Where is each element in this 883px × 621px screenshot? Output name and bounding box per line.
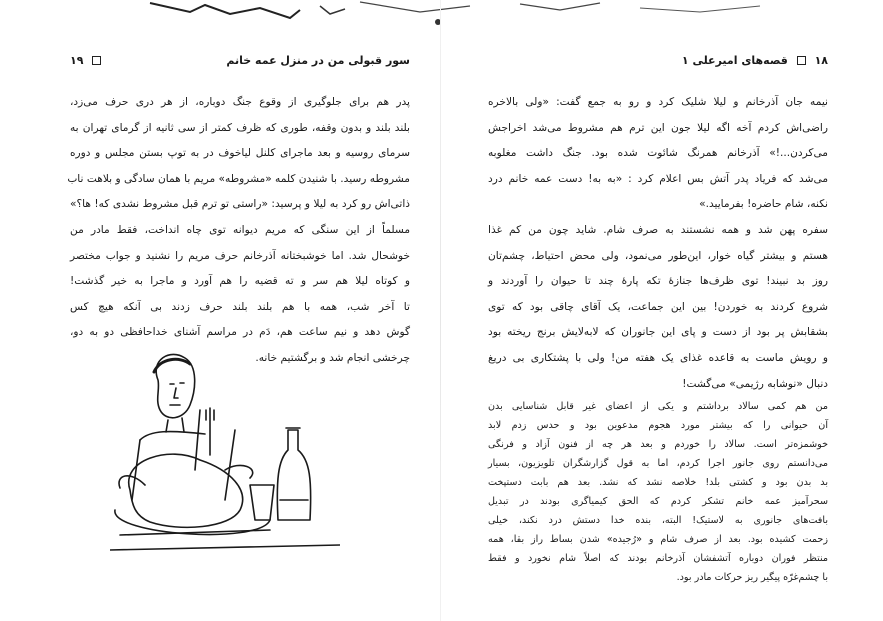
text-line: من هم کمی سالاد برداشتم و یکی از اعضای غیر قابل شناسایی بدن [488,401,828,413]
text-line: منتظر فوران دوباره آتشفشان آذرخانم بودند که اصلاً شام نخورد و فقط [488,553,828,565]
left-text-block [67,90,410,372]
text-line: آن حیوانی را که بیشتر مورد هجوم مدعوین بود و حدس زدم لابد [488,420,828,432]
text-line: و رویش ماست به قاعده غذای یک هفته من! ولی با پشتکاری بی دریغ [488,351,828,364]
text-line: بافت‌های جانوری به لاستیک! البته، بنده خدا دستش درد نکند، خیلی [488,515,828,527]
text-line: مسلماً از این سنگی که مریم دیوانه توی چاه انداخت، فقط مادر من [70,223,410,236]
text-line: و کوتاه لیلا هم سر و ته قضیه را هم آورد و ماجرا به خیر گذشت! [70,275,410,288]
text-line: گوش دهد و نیم ساعت هم، دَم در مراسم آشنای خداحافظی دو به دو، [70,326,410,339]
text-line: می‌دانستم روی جانور اجرا کردم، اما به قول گزارشگران تلویزیون، بسیار [488,458,828,470]
right-page-number: ۱۸ [814,53,828,67]
left-page [67,52,410,372]
right-page-header [488,52,828,68]
text-line: بلند بلند و بدون وقفه، طوری که ظرف کمتر از سی ثانیه از گرمای تهران به [70,121,410,134]
left-running-title: سور قبولی من در منزل عمه خانم [226,53,410,67]
text-line: بشقابش پر بود از دست و پای این جانوران که لابه‌لایش برنج ریخته بود [488,326,828,339]
text-line: با چشم‌غرّه پیگیر ریز حرکات مادر بود. [676,572,828,584]
right-running-title: قصه‌های امیرعلی ۱ [681,53,788,67]
text-line: نیمه جان آذرخانم و لیلا شلیک کرد و رو به جمع گفت: «ولی بالاخره [488,96,828,108]
square-ornament-icon [92,56,101,65]
text-line: سفره پهن شد و همه نشستند به صرف شام. شاید چون من کم غذا [488,223,828,236]
text-line: بد بدن بود و کشتی بلد! خلاصه نشد که نشد. بعد هم بابت دستپخت [488,477,828,489]
text-line: چرخشی انجام شد و برگشتیم خانه. [255,351,410,364]
text-line: خوشحال شد. اما خوشبختانه آذرخانم حرف مریم را نشنید و جواب مختصر [70,249,410,262]
text-line: ذاتی‌اش رو کرد به لیلا و پرسید: «راستی تو ترم قبل مشروط نشدی که! ها؟» [70,198,410,211]
text-line: می‌شد که فریاد پدر آتش بس اعلام کرد : «به به! دست عمه خانم درد [488,172,828,185]
text-line: خوشمزه‌تر است. سالاد را خوردم و بعد هر چه از فنون آزاد و فرنگی [488,439,828,451]
text-line: سرمای روسیه و بعد ماجرای کلنل لیاخوف در به توپ بستن مجلس و دوره [70,147,410,160]
text-line: هستم و بیشتر گیاه خوار، این‌طور می‌نمود، ولی محض احتیاط، چشم‌تان [488,249,828,262]
book-spine [440,0,441,621]
text-line: راضی‌اش کردم آخه اگه لیلا جون این ترم هم مشروط می‌شد اخراجش [488,121,828,134]
text-line: زحمت کشیده بود. بعد از صرف شام و «رُجیده» شدن بساط راز بقا، همه [488,534,828,546]
text-line: دنبال «نوشابه رژیمی» می‌گشت! [682,377,828,390]
text-line: تا آخر شب، همه با هم بلند بلند حرف زدند بی آنکه هیچ کس [70,300,410,313]
scan-edge-marks [0,0,883,40]
text-line: سحرآمیز عمه خانم تشکر کردم که الحق کیمیاگری بودند در تبدیل [488,496,828,508]
left-page-number: ۱۹ [70,53,84,67]
dinner-drawing-icon [110,350,340,565]
text-line: روز بد نبیند! توی ظرف‌ها جنازهٔ تکه پارهٔ چند تا حیوان را آوردند و [488,275,828,288]
text-line: می‌کردن...!» آذرخانم همرنگ شائوت شده بود. جنگ داشت مغلوبه [488,147,828,160]
left-page-header [70,52,410,68]
text-line: پدر هم برای جلوگیری از وقوع جنگ دوباره، از هر دری حرف می‌زد، [70,96,410,108]
right-text-block [488,90,828,587]
right-page [488,52,828,587]
square-ornament-icon [797,56,806,65]
text-line: شروع کردند به خوردن! بین این جماعت، یک آقای چاقی بود که توی [488,300,828,313]
text-line: مشروطه رسید. با شنیدن کلمه «مشروطه» مریم با همان سادگی و بلاهت ناب [67,172,410,185]
text-line: نکنه، شام حاضره! بفرمایید.» [699,198,828,211]
